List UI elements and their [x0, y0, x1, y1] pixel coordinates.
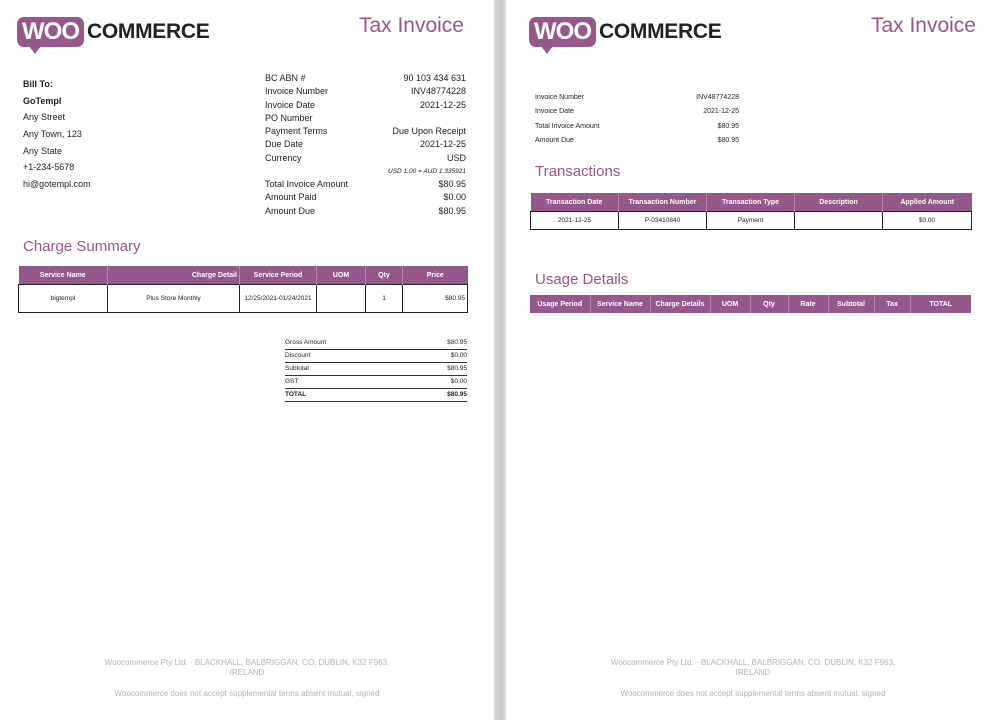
table-cell: P-03410840 [619, 212, 707, 230]
table-cell: $80.95 [403, 285, 468, 313]
table-cell: 12/25/2021-01/24/2021 [240, 285, 317, 313]
info-row: Payment Terms Due Upon Receipt [265, 126, 466, 137]
amount-row: Amount Due $80.95 [265, 205, 466, 216]
woocommerce-logo [529, 17, 721, 47]
page-gutter [494, 0, 506, 720]
charge-summary-title: Charge Summary [23, 238, 141, 255]
column-header: Rate [788, 295, 828, 313]
table-cell [795, 212, 883, 230]
invoice-page-1 [0, 0, 494, 720]
table-row [19, 285, 468, 313]
column-header: Transaction Date [531, 193, 619, 212]
info-row: Invoice Number INV48774228 [535, 94, 739, 101]
page-title: Tax Invoice [870, 14, 976, 37]
info-row: Due Date 2021-12-25 [265, 139, 466, 150]
column-header: Charge Details [650, 295, 710, 313]
usage-details-table [530, 295, 971, 313]
customer-name: GoTempl [23, 95, 62, 106]
bill-to-label: Bill To: [23, 79, 53, 89]
amount-row: Amount Paid $0.00 [265, 192, 466, 203]
info-row: Invoice Date 2021-12-25 [265, 99, 466, 110]
woo-badge: WOO [17, 17, 84, 47]
customer-phone: +1-234-5678 [23, 162, 75, 173]
grand-total-row: TOTAL $80.95 [285, 389, 467, 402]
info-row: PO Number [265, 112, 313, 123]
totals-block [285, 337, 467, 402]
column-header: Subtotal [828, 295, 874, 313]
column-header: Charge Detail [108, 266, 240, 285]
footer-note: Woocommerce does not accept supplemental terms absent mutual, signed [620, 689, 886, 698]
column-header: Service Period [240, 266, 317, 285]
footer-note: Woocommerce does not accept supplemental terms absent mutual, signed [114, 689, 380, 698]
table-cell: bigtempl [19, 285, 108, 313]
column-header: Transaction Number [619, 193, 707, 212]
totals-row: Discount $0.00 [285, 350, 467, 363]
table-row [531, 212, 972, 230]
exchange-rate: USD 1.00 = AUD 1.335921 [388, 168, 466, 176]
charge-summary-table [18, 266, 468, 313]
customer-state: Any State [23, 145, 63, 156]
table-cell: $0.00 [883, 212, 972, 230]
customer-email: hi@gotempl.com [23, 179, 91, 190]
column-header: TOTAL [910, 295, 971, 313]
column-header: Transaction Type [707, 193, 795, 212]
table-cell [317, 285, 366, 313]
footer-address: Woocommerce Pty Ltd. · BLACKHALL, BALBRIGGAN, CO. DUBLIN, K32 F963, IRELAND [104, 658, 390, 677]
footer-address: Woocommerce Pty Ltd. · BLACKHALL, BALBRIGGAN, CO. DUBLIN, K32 F963, IRELAND [610, 658, 896, 677]
column-header: Price [403, 266, 468, 285]
info-row: Currency USD [265, 152, 466, 163]
table-cell: 1 [366, 285, 403, 313]
commerce-wordmark: COMMERCE [87, 20, 210, 43]
table-header-row [531, 193, 972, 212]
customer-town: Any Town, 123 [23, 129, 82, 140]
column-header: UOM [317, 266, 366, 285]
woocommerce-logo [17, 17, 209, 47]
totals-row: GST $0.00 [285, 376, 467, 389]
info-row: Invoice Date 2021-12-25 [535, 108, 739, 116]
table-header-row [19, 266, 468, 285]
amount-row: Total Invoice Amount $80.95 [265, 179, 466, 190]
column-header: Tax [874, 295, 910, 313]
info-row: BC ABN # 90 103 434 631 [265, 73, 466, 83]
table-header-row [530, 295, 971, 313]
invoice-info [265, 72, 466, 218]
table-cell: Payment [707, 212, 795, 230]
table-cell: Plus Store Monthly [108, 285, 240, 313]
invoice-page-2 [506, 0, 1000, 720]
invoice-info [535, 91, 739, 148]
totals-row: Subtotal $80.95 [285, 363, 467, 376]
info-row: Invoice Number INV48774228 [265, 86, 466, 97]
column-header: Usage Period [530, 295, 590, 313]
bill-to-block [23, 77, 91, 194]
woo-badge: WOO [529, 17, 596, 47]
column-header: UOM [710, 295, 750, 313]
column-header: Service Name [590, 295, 650, 313]
usage-details-title: Usage Details [535, 271, 629, 288]
column-header: Description [795, 193, 883, 212]
customer-street: Any Street [23, 112, 66, 123]
transactions-title: Transactions [535, 163, 621, 180]
column-header: Service Name [19, 266, 108, 285]
column-header: Qty [750, 295, 788, 313]
totals-row: Gross Amount $80.95 [285, 337, 467, 350]
column-header: Applied Amount [883, 193, 972, 212]
column-header: Qty [366, 266, 403, 285]
info-row: Amount Due $80.95 [535, 136, 739, 144]
commerce-wordmark: COMMERCE [599, 20, 722, 43]
page-title: Tax Invoice [358, 14, 464, 37]
table-cell: 2021-12-25 [531, 212, 619, 230]
info-row: Total Invoice Amount $80.95 [535, 122, 739, 130]
transactions-table [530, 193, 972, 230]
